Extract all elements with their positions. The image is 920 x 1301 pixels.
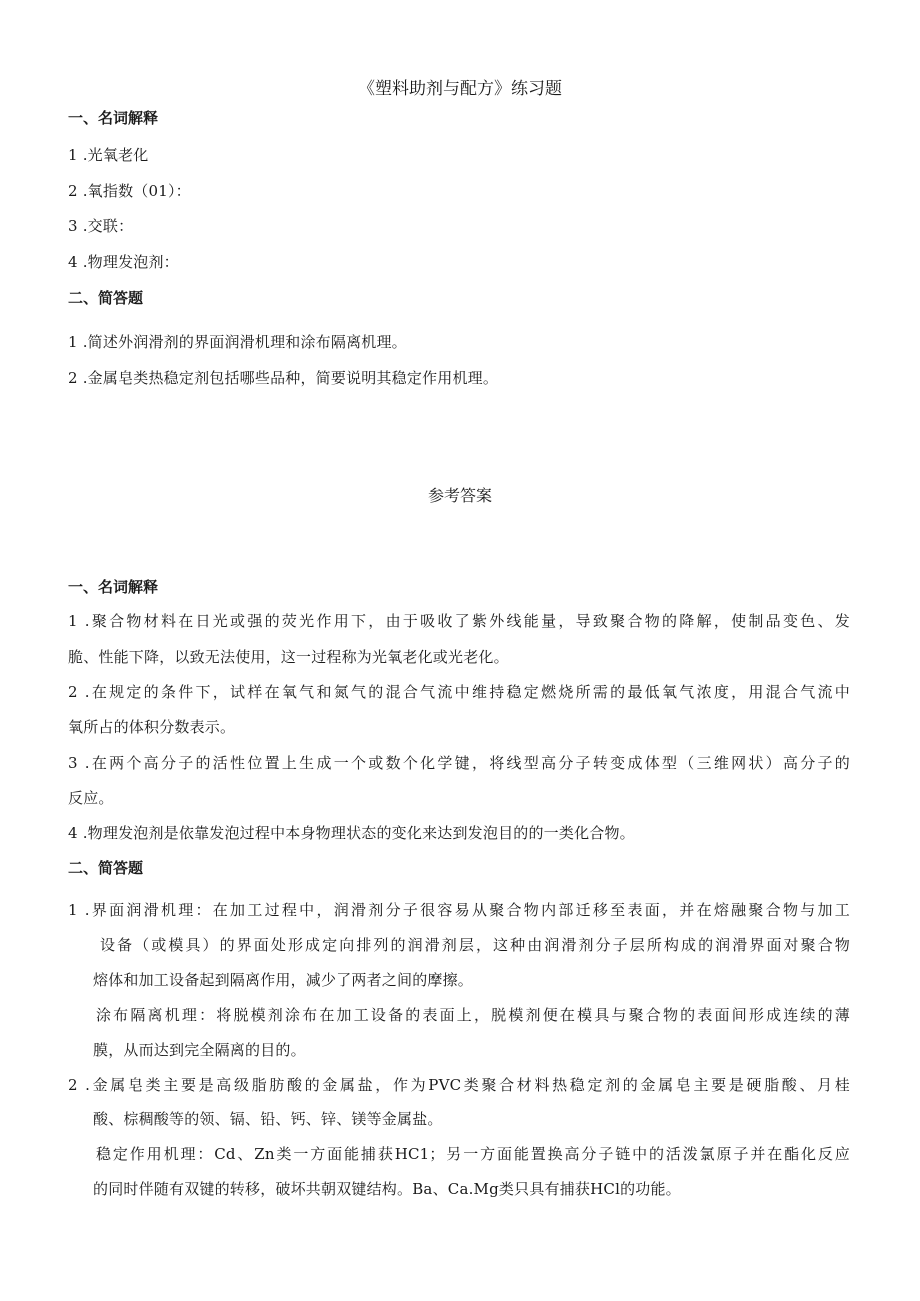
answer-line: 的同时伴随有双键的转移，破坏共朝双键结构。Ba、Ca.Mg类只具有捕获HCl的功能。 [93, 1180, 681, 1198]
answers-section-heading-definitions: 一、名词解释 [68, 578, 159, 596]
section-heading-definitions: 一、名词解释 [68, 109, 159, 127]
answer-line: 2 .金属皂类主要是高级脂肪酸的金属盐，作为PVC类聚合材料热稳定剂的金属皂主要是硬脂酸、月桂 [68, 1076, 850, 1094]
answer-line: 涂布隔离机理：将脱模剂涂布在加工设备的表面上，脱模剂便在模具与聚合物的表面间形成连续的薄 [96, 1006, 850, 1024]
answer-line: 3 .在两个高分子的活性位置上生成一个或数个化学键，将线型高分子转变成体型（三维网状）高分子的 [68, 754, 850, 772]
answers-section-heading-short-answer: 二、简答题 [68, 859, 144, 877]
question-item: 2 .金属皂类热稳定剂包括哪些品种，简要说明其稳定作用机理。 [68, 369, 499, 387]
answer-line: 1 .界面润滑机理：在加工过程中，润滑剂分子很容易从聚合物内部迁移至表面，并在熔融聚合物与加工 [68, 901, 850, 919]
answer-line: 稳定作用机理：Cd、Zn类一方面能捕获HC1；另一方面能置换高分子链中的活泼氯原子并在酯化反应 [96, 1145, 850, 1163]
section-heading-short-answer: 二、简答题 [68, 289, 144, 307]
answer-line: 脆、性能下降，以致无法使用，这一过程称为光氧老化或光老化。 [68, 648, 509, 666]
answer-line: 熔体和加工设备起到隔离作用，减少了两者之间的摩擦。 [93, 971, 474, 989]
question-item: 4 .物理发泡剂： [68, 253, 179, 271]
answers-title: 参考答案 [427, 486, 492, 505]
answer-line: 反应。 [68, 789, 114, 807]
question-item: 3 .交联： [68, 217, 134, 235]
question-item: 1 .光氧老化 [68, 146, 149, 164]
answer-line: 2 .在规定的条件下，试样在氧气和氮气的混合气流中维持稳定燃烧所需的最低氧气浓度，用混合气流中 [68, 683, 850, 701]
answer-line: 酸、棕稠酸等的领、镉、铅、钙、锌、镁等金属盐。 [93, 1110, 443, 1128]
answer-line: 设备（或模具）的界面处形成定向排列的润滑剂层，这种由润滑剂分子层所构成的润滑界面对聚合物 [100, 936, 850, 954]
answer-line: 氧所占的体积分数表示。 [68, 718, 236, 736]
document-title: 《塑料助剂与配方》练习题 [358, 79, 562, 99]
question-item: 1 .简述外润滑剂的界面润滑机理和涂布隔离机理。 [68, 333, 407, 351]
answer-line: 4 .物理发泡剂是依靠发泡过程中本身物理状态的变化来达到发泡目的的一类化合物。 [68, 824, 635, 842]
answer-line: 膜，从而达到完全隔离的目的。 [93, 1041, 306, 1059]
answer-line: 1 .聚合物材料在日光或强的荧光作用下，由于吸收了紫外线能量，导致聚合物的降解，使制品变色、发 [68, 612, 850, 630]
question-item: 2 .氧指数（01）： [68, 182, 191, 200]
